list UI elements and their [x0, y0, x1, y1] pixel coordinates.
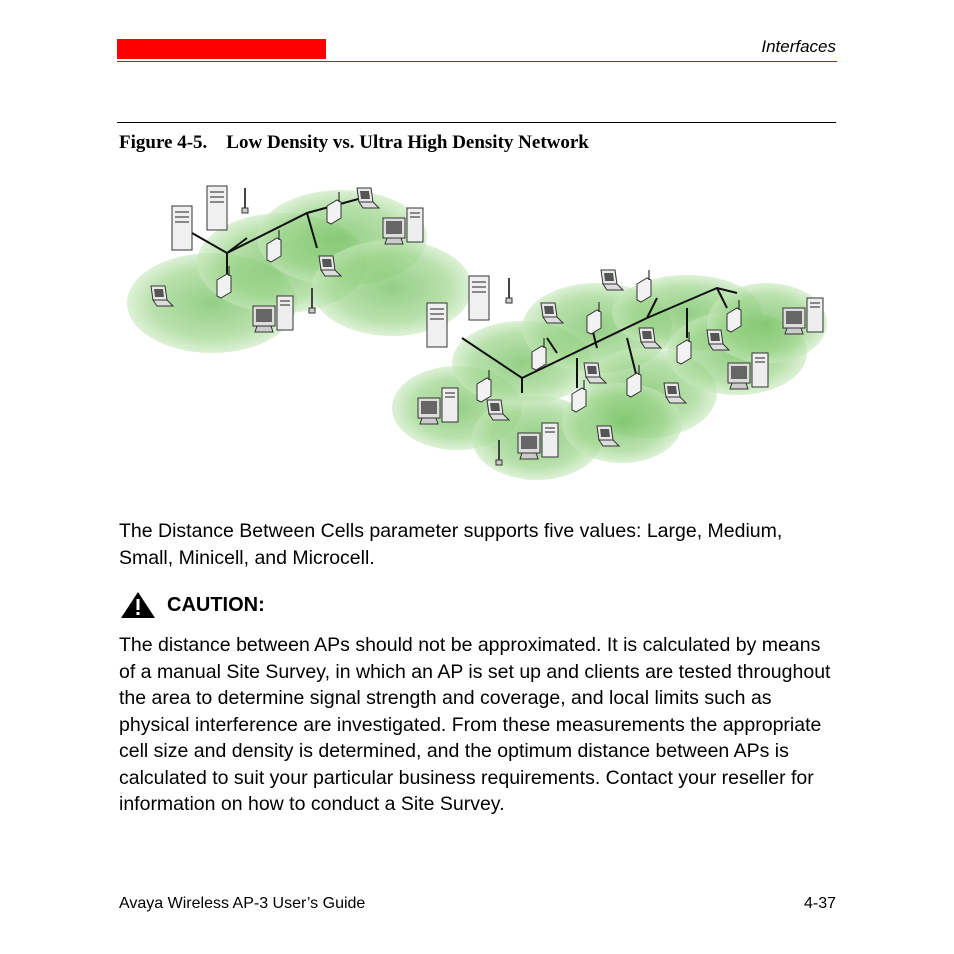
caution-heading: [119, 590, 265, 620]
header-accent-bar: [117, 39, 326, 59]
footer-guide-title: Avaya Wireless AP-3 User’s Guide: [119, 895, 366, 912]
section-title: Interfaces: [761, 37, 836, 56]
header-rule: [117, 61, 837, 62]
low-density-network: [127, 186, 472, 353]
page-number: 4-37: [803, 895, 836, 912]
figure-rule: [117, 122, 836, 123]
figure-caption: Figure 4-5. Low Density vs. Ultra High Density Network: [119, 132, 589, 153]
caution-label: CAUTION:: [167, 593, 265, 616]
network-density-figure: [127, 178, 831, 486]
warning-triangle-icon: [119, 590, 157, 620]
caution-paragraph: The distance between APs should not be approximated. It is calculated by means of a manual Site Survey, in which an AP is set up and clients are tested throughout the area to determine signal strength and coverage, and local limits such as physical interference are investigated. From these measurements the appropriate cell size and density is determined, and the optimum distance between APs is calculated to suit your particular business requirements. Contact your reseller for information on how to conduct a Site Survey.: [119, 634, 831, 815]
distance-between-cells-paragraph: The Distance Between Cells parameter supports five values: Large, Medium, Small, Minicell, and Microcell.: [119, 520, 783, 569]
